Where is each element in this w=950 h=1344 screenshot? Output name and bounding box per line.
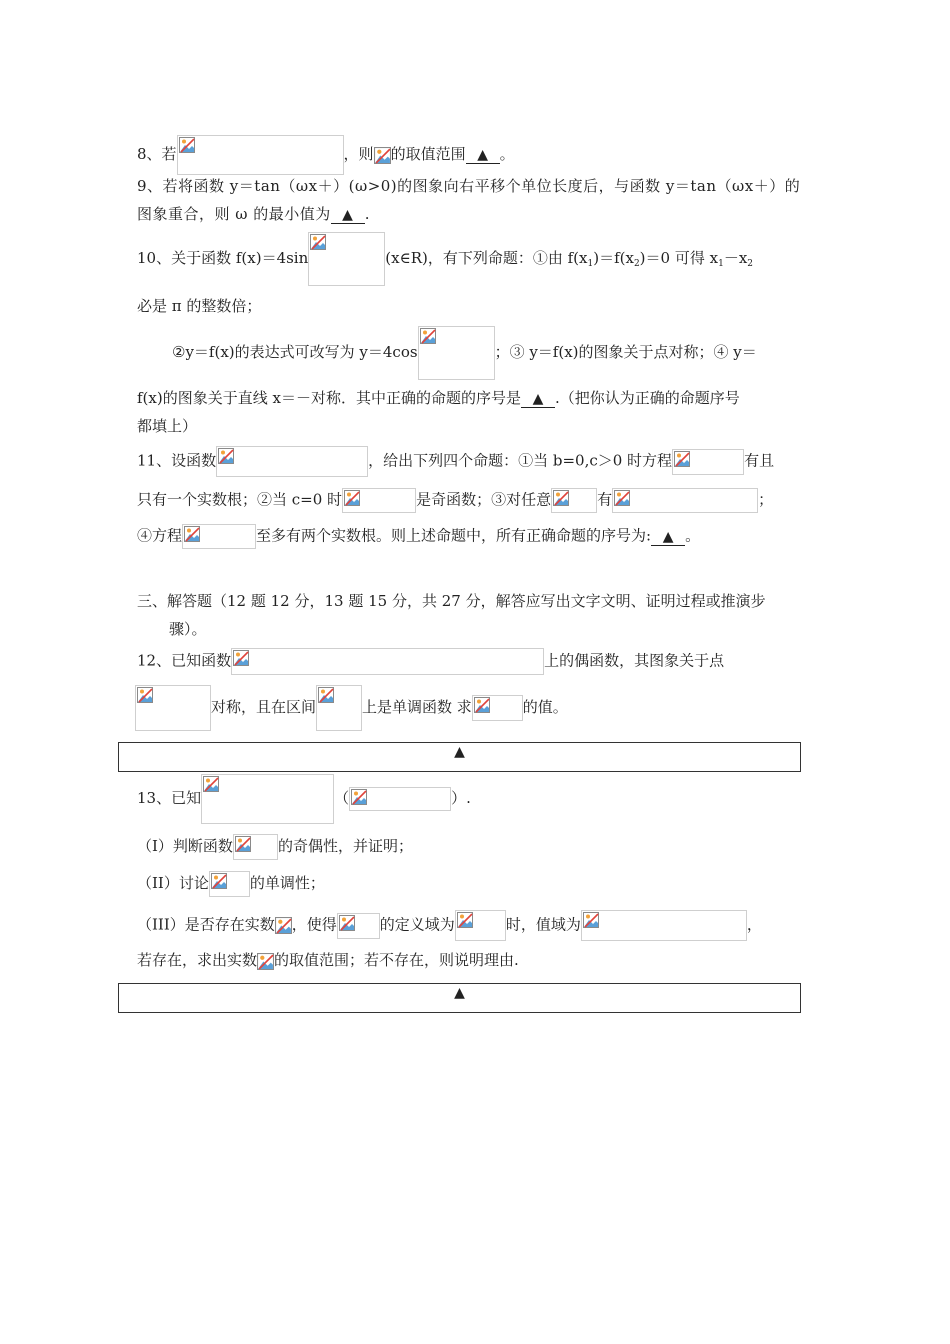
question-11-line-1: 11、设函数 ，给出下列四个命题：①当 b=0,c＞0 时方程 有且 (137, 446, 774, 477)
broken-image-icon (339, 915, 355, 931)
question-10-line-1: 10、关于函数 f(x)＝4sin (x∈R)，有下列命题：①由 $f(x_1)=f(x_2)=0$ 可得 $x_1-x_2$ (137, 232, 753, 286)
question-11-line-2: 只有一个实数根；②当 c=0 时 是奇函数；③对任意 有 ； (137, 488, 773, 513)
formula-image (581, 910, 747, 941)
formula-image (342, 488, 416, 513)
question-10-line-2: 必是 π 的整数倍； (137, 297, 262, 315)
broken-image-icon (583, 912, 599, 928)
broken-image-icon (233, 650, 249, 666)
question-9-line-1: 9、若将函数 y＝tan（ωx＋）(ω>0)的图象向右平移个单位长度后，与函数 y＝tan（ωx＋）的 (137, 177, 801, 195)
question-10-line-4: f(x)的图象关于直线 x＝－对称．其中正确的命题的序号是 ▲ .（把你认为正确的命题序号 (137, 389, 740, 407)
formula-image (349, 787, 451, 811)
broken-image-icon (310, 234, 326, 250)
formula-image (455, 910, 506, 941)
broken-image-icon (218, 448, 234, 464)
formula-image (216, 446, 368, 477)
broken-image-icon (203, 776, 219, 792)
broken-image-icon (614, 490, 630, 506)
question-12-line-1: 12、已知函数 上的偶函数，其图象关于点 (137, 648, 724, 675)
answer-blank: ▲ (521, 390, 555, 408)
formula-image (201, 774, 334, 824)
broken-image-icon (179, 137, 195, 153)
answer-box-12: ▲ (118, 742, 801, 772)
broken-image-icon (137, 687, 153, 703)
broken-image-icon (420, 328, 436, 344)
broken-image-icon (235, 836, 251, 852)
formula-image (472, 695, 523, 721)
section-3-heading: 三、解答题（12 题 12 分，13 题 15 分，共 27 分，解答应写出文字文明、证明过程或推演步 (137, 592, 766, 610)
answer-blank: ▲ (651, 528, 685, 546)
question-8: 8、若 ，则 的取值范围 ▲ 。 (137, 135, 515, 175)
formula-image (418, 326, 495, 380)
question-13-line-1: 13、已知 （ ）. (137, 774, 471, 824)
formula-image (209, 871, 250, 897)
broken-image-icon (275, 917, 292, 934)
formula-image (177, 135, 344, 175)
broken-image-icon (351, 789, 367, 805)
broken-image-icon (474, 697, 490, 713)
question-13-part-2: （II）讨论 的单调性； (137, 871, 325, 897)
question-11-line-3: ④方程 至多有两个实数根。则上述命题中，所有正确命题的序号为: ▲ 。 (137, 524, 700, 549)
formula-image (612, 488, 758, 513)
question-13-part-3: （III）是否存在实数 ，使得 的定义域为 时，值域为 ， (137, 910, 762, 941)
question-10-line-5: 都填上） (137, 417, 198, 435)
broken-image-icon (257, 953, 274, 970)
formula-image (672, 449, 744, 475)
formula-image (233, 834, 278, 860)
broken-image-icon (457, 912, 473, 928)
broken-image-icon (211, 873, 227, 889)
question-10-line-3: ②y＝f(x)的表达式可改写为 y＝4cos ；③ y＝f(x)的图象关于点对称；④ y＝ (172, 326, 757, 380)
question-9-line-2: 图象重合，则 ω 的最小值为 ▲ . (137, 205, 371, 223)
question-13-part-1: （I）判断函数 的奇偶性，并证明； (137, 834, 413, 860)
formula-image (316, 685, 362, 731)
formula-image (135, 685, 211, 731)
broken-image-icon (553, 490, 569, 506)
section-3-heading-cont: 骤）。 (169, 620, 207, 638)
formula-image (551, 488, 597, 513)
question-13-part-3-cont: 若存在，求出实数 的取值范围；若不存在，则说明理由. (137, 951, 519, 969)
broken-image-icon (674, 451, 690, 467)
answer-blank: ▲ (466, 146, 500, 164)
question-12-line-2: 对称，且在区间 上是单调函数 求 的值。 (135, 685, 568, 731)
formula-image (182, 524, 256, 549)
broken-image-icon (184, 526, 200, 542)
broken-image-icon (318, 687, 334, 703)
broken-image-icon (344, 490, 360, 506)
formula-image (231, 648, 544, 675)
formula-image (337, 913, 380, 939)
formula-image (308, 232, 385, 286)
broken-image-icon (374, 147, 391, 164)
answer-box-13: ▲ (118, 983, 801, 1013)
answer-blank: ▲ (331, 206, 365, 224)
